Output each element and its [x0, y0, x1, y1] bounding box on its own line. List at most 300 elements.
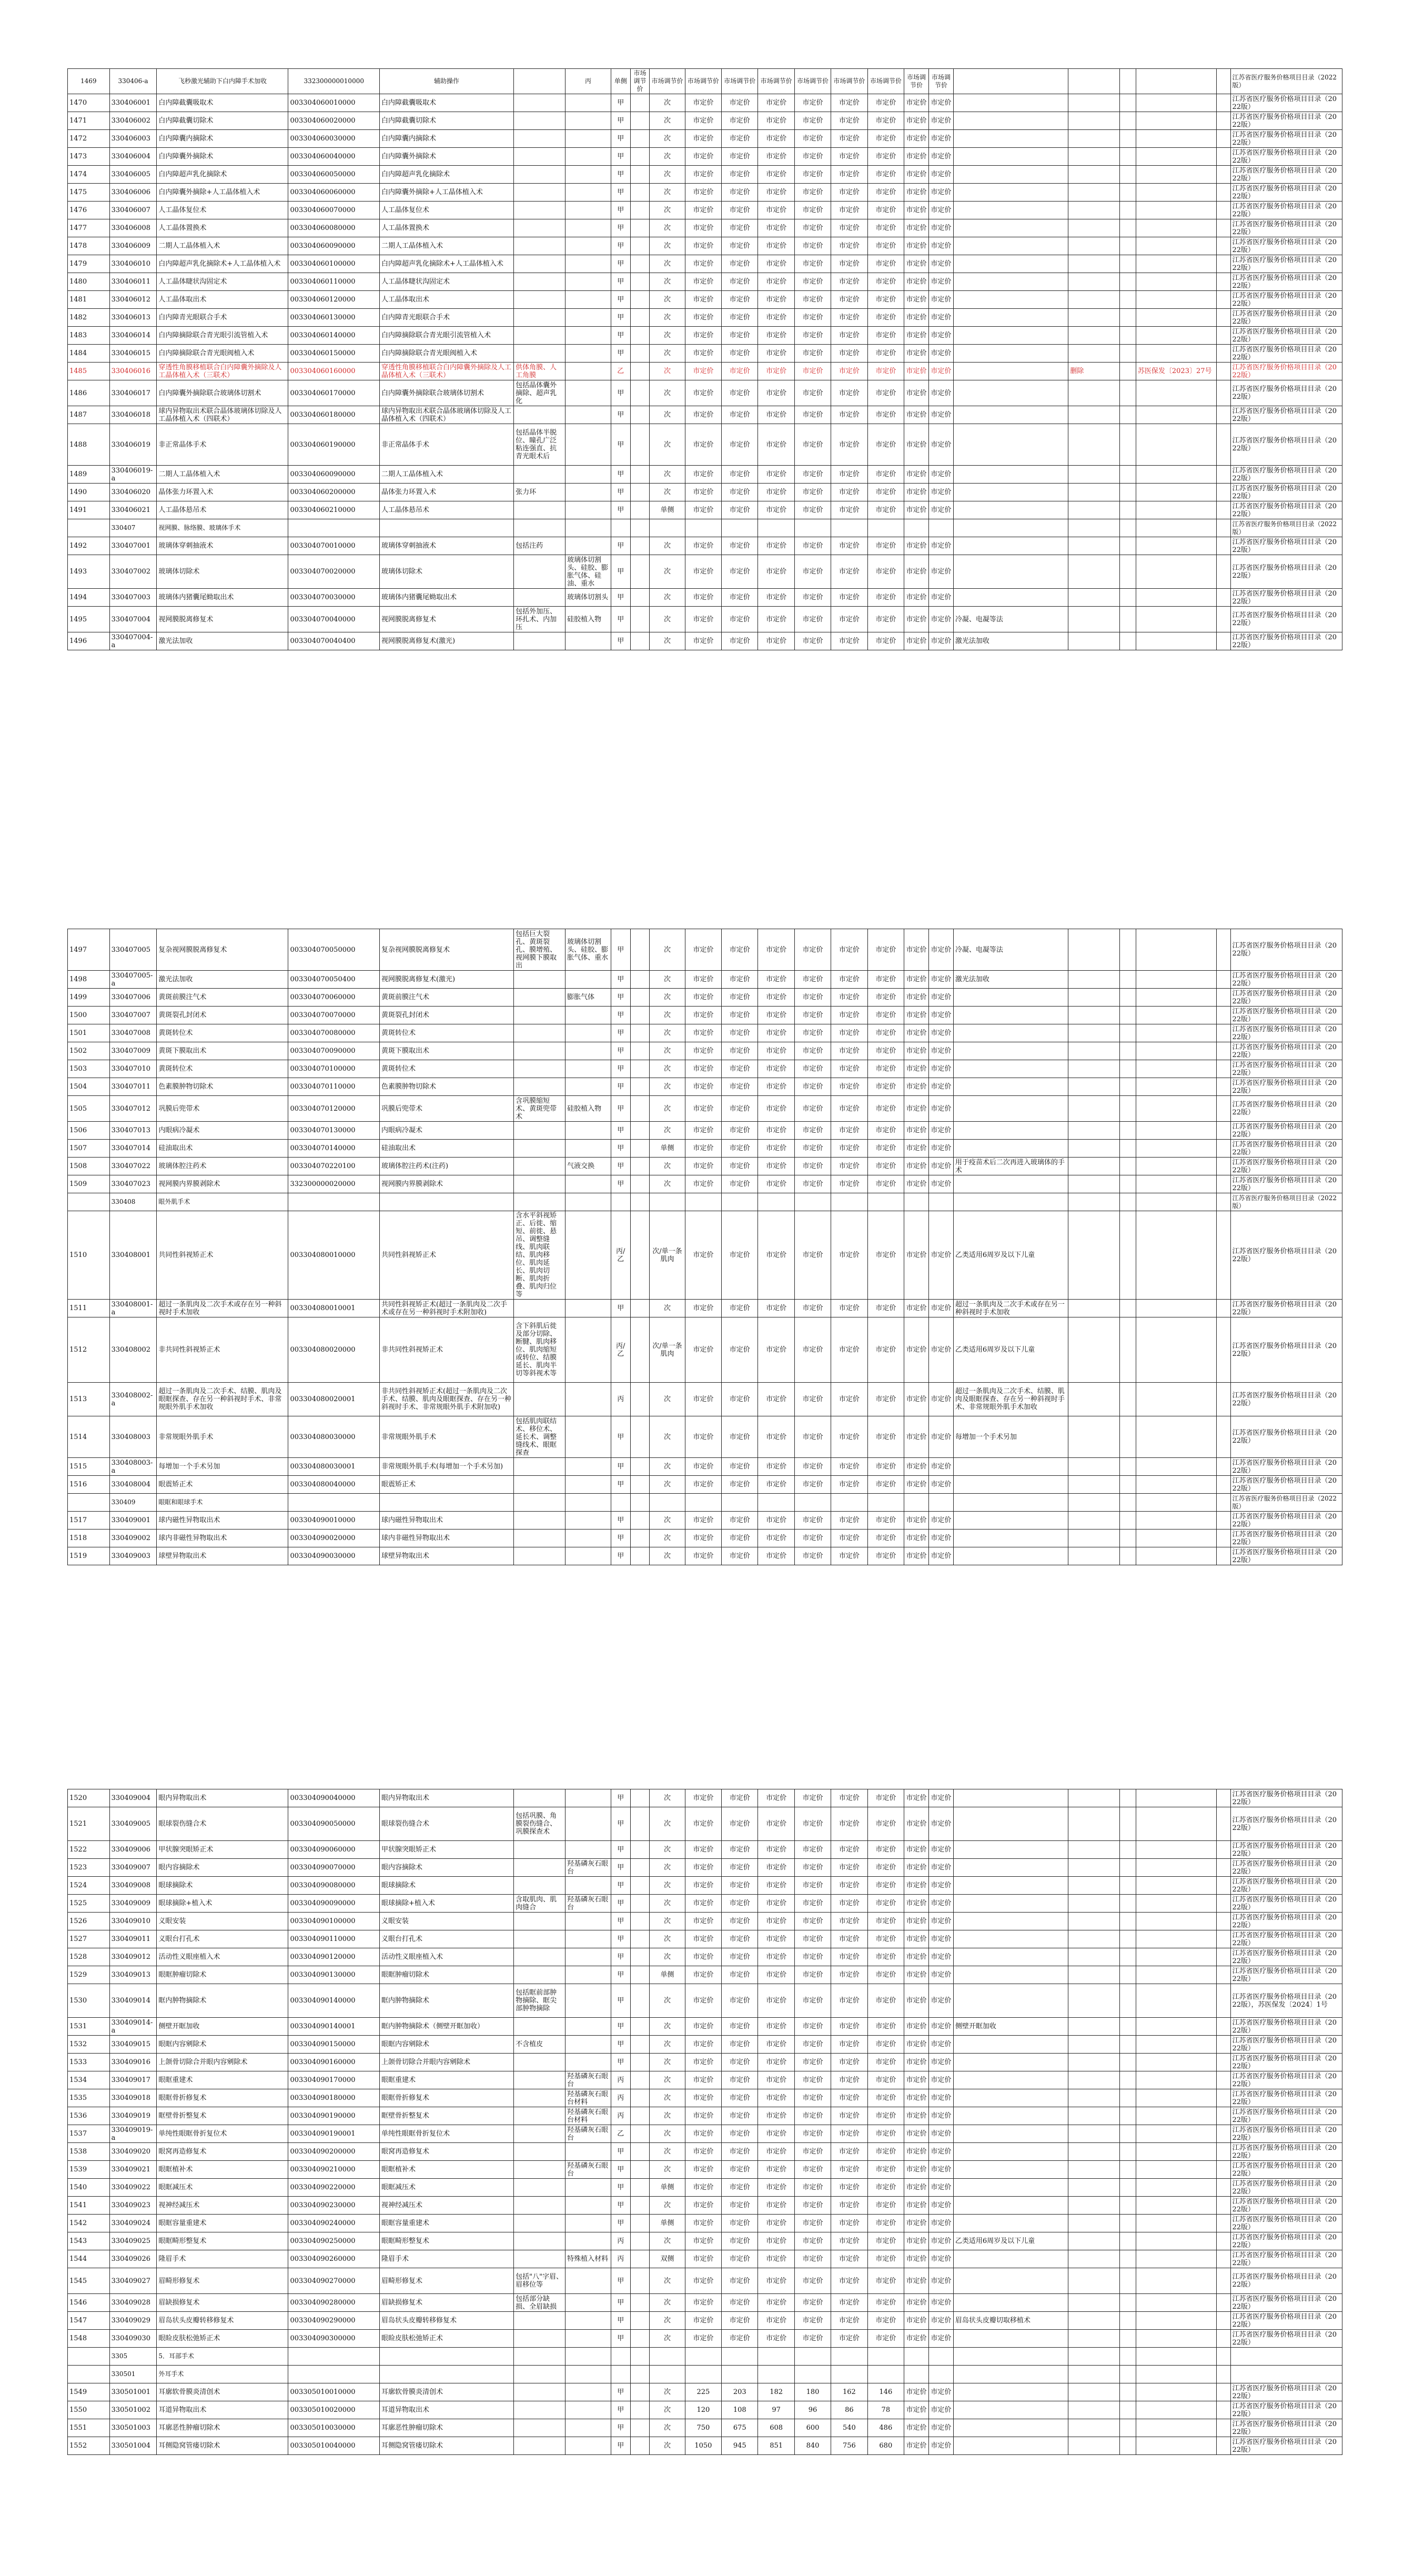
table-cell: 双侧: [650, 2250, 685, 2268]
table-cell: 市定价: [904, 1416, 929, 1458]
table-cell: 市定价: [722, 989, 758, 1007]
table-cell: 白内障囊外摘除术: [379, 148, 513, 166]
table-cell: 332300000020000: [288, 1175, 380, 1193]
table-cell: [630, 1476, 650, 1494]
table-cell: 次: [650, 1807, 685, 1841]
table-row: [68, 589, 1342, 607]
table-cell: 激光法加收: [157, 632, 288, 650]
table-cell: [953, 148, 1068, 166]
table-cell: 330409008: [109, 1877, 157, 1895]
table-cell: [1068, 1096, 1120, 1122]
table-cell: [1068, 309, 1120, 327]
table-cell: [1068, 2197, 1120, 2215]
table-cell: [1068, 1416, 1120, 1458]
table-cell: 市定价: [831, 501, 867, 519]
table-cell: [1136, 2401, 1216, 2419]
table-cell: 市定价: [758, 130, 794, 148]
table-cell: [1068, 424, 1120, 466]
table-cell: 江苏省医疗服务价格项目目录（2022版）: [1230, 1300, 1342, 1317]
table-cell: 乙类适用6周岁及以下儿童: [953, 1317, 1068, 1383]
table-cell: 市定价: [831, 1512, 867, 1530]
table-cell: 眉岛状头皮瓣转移修复术: [157, 2312, 288, 2330]
table-cell: 市定价: [928, 1175, 953, 1193]
table-cell: 1522: [68, 1841, 110, 1859]
table-cell: 市定价: [831, 291, 867, 309]
table-cell: [1068, 2268, 1120, 2294]
table-cell: 眼眶和眼球手术: [157, 1494, 288, 1512]
table-cell: 市定价: [685, 2143, 721, 2161]
table-cell: [953, 380, 1068, 406]
table-cell: [928, 519, 953, 537]
table-cell: 330406004: [109, 148, 157, 166]
table-cell: [1120, 2125, 1136, 2143]
table-cell: 白内障超声乳化摘除术+人工晶体植入术: [157, 255, 288, 273]
table-cell: 巩膜后兜带术: [157, 1096, 288, 1122]
table-cell: [1136, 255, 1216, 273]
table-cell: 市定价: [867, 219, 904, 237]
table-cell: 眉畸形修复术: [157, 2268, 288, 2294]
table-cell: [1136, 2312, 1216, 2330]
table-cell: 市定价: [867, 484, 904, 501]
table-cell: 330409003: [109, 1547, 157, 1565]
table-cell: [1068, 2383, 1120, 2401]
table-cell: 市定价: [867, 1877, 904, 1895]
table-cell: [953, 2348, 1068, 2366]
table-cell: 次: [650, 363, 685, 380]
table-cell: 丙: [611, 2232, 630, 2250]
table-cell: 江苏省医疗服务价格项目目录（2022版），苏医保发〔2024〕1号: [1230, 1984, 1342, 2018]
table-cell: 江苏省医疗服务价格项目目录（2022版）: [1230, 2125, 1342, 2143]
table-cell: 003304090170000: [288, 2071, 380, 2089]
table-cell: [1136, 1841, 1216, 1859]
table-cell: 甲: [611, 929, 630, 971]
table-cell: [1216, 519, 1230, 537]
table-cell: [514, 1060, 565, 1078]
table-cell: 市定价: [904, 166, 929, 184]
table-cell: 1511: [68, 1300, 110, 1317]
table-cell: 市定价: [722, 219, 758, 237]
table-row: [68, 2268, 1342, 2294]
table-cell: 市定价: [904, 1913, 929, 1930]
table-cell: [630, 1060, 650, 1078]
table-cell: 甲: [611, 1096, 630, 1122]
table-cell: 视网膜脱离修复术(激光): [379, 632, 513, 650]
table-cell: 甲: [611, 2179, 630, 2197]
table-cell: 市定价: [831, 1476, 867, 1494]
table-row: [68, 1789, 1342, 1807]
table-cell: 市定价: [794, 1807, 831, 1841]
table-cell: [1216, 2401, 1230, 2419]
table-cell: 穿透性角膜移植联合白内障囊外摘除及人工晶体植入术（三联术）: [157, 363, 288, 380]
table-cell: [1120, 2419, 1136, 2437]
table-cell: [1120, 1913, 1136, 1930]
table-cell: [630, 1930, 650, 1948]
table-cell: [565, 971, 611, 989]
table-cell: [1068, 345, 1120, 363]
table-cell: 市定价: [928, 971, 953, 989]
table-cell: [565, 291, 611, 309]
table-cell: 市定价: [831, 1895, 867, 1913]
table-cell: 330406018: [109, 406, 157, 424]
table-cell: 市定价: [722, 2107, 758, 2125]
table-cell: 市定价: [794, 1078, 831, 1096]
table-cell: 市定价: [794, 1948, 831, 1966]
table-cell: 1488: [68, 424, 110, 466]
table-cell: 市定价: [904, 345, 929, 363]
table-cell: 白内障超声乳化摘除术: [379, 166, 513, 184]
table-cell: [1120, 1140, 1136, 1158]
table-cell: 330408001-a: [109, 1300, 157, 1317]
table-cell: [514, 2250, 565, 2268]
table-cell: 市定价: [831, 219, 867, 237]
table-cell: 市定价: [685, 1948, 721, 1966]
table-cell: [514, 555, 565, 589]
table-row: [68, 406, 1342, 424]
table-cell: [630, 1841, 650, 1859]
table-cell: [379, 2348, 513, 2366]
table-cell: 市定价: [928, 466, 953, 484]
table-cell: 市定价: [685, 1458, 721, 1476]
table-cell: 市定价: [867, 1211, 904, 1300]
table-cell: 次: [650, 537, 685, 555]
table-cell: 市定价: [722, 2232, 758, 2250]
table-cell: 市定价: [794, 202, 831, 219]
table-cell: 白内障截囊切除术: [157, 112, 288, 130]
table-cell: [630, 2179, 650, 2197]
table-cell: 市定价: [867, 380, 904, 406]
table-cell: [1068, 327, 1120, 345]
table-cell: 市定价: [831, 1383, 867, 1416]
table-cell: 市定价: [904, 424, 929, 466]
table-cell: 330501: [109, 2366, 157, 2383]
table-cell: 市定价: [758, 1042, 794, 1060]
table-cell: [1136, 380, 1216, 406]
table-cell: 市定价: [794, 309, 831, 327]
table-cell: 二期人工晶体植入术: [379, 237, 513, 255]
table-cell: 市定价: [758, 1547, 794, 1565]
table-cell: 市定价: [758, 1530, 794, 1547]
table-cell: [953, 219, 1068, 237]
table-cell: 市定价: [758, 237, 794, 255]
table-cell: 共同性斜视矫正术: [157, 1211, 288, 1300]
table-cell: [565, 1024, 611, 1042]
table-cell: 330409: [109, 1494, 157, 1512]
table-cell: 330406013: [109, 309, 157, 327]
table-cell: 次: [650, 327, 685, 345]
table-cell: [514, 2161, 565, 2179]
table-cell: 003304090050000: [288, 1807, 380, 1841]
table-cell: [1120, 2437, 1136, 2455]
table-cell: 003304070110000: [288, 1078, 380, 1096]
table-cell: 市定价: [685, 929, 721, 971]
table-cell: [1120, 363, 1136, 380]
table-cell: 甲: [611, 1877, 630, 1895]
table-cell: 市定价: [722, 929, 758, 971]
table-cell: [1136, 1789, 1216, 1807]
table-cell: 甲: [611, 112, 630, 130]
table-cell: [1120, 989, 1136, 1007]
table-cell: [565, 537, 611, 555]
table-cell: 江苏省医疗服务价格项目目录（2022版）: [1230, 2268, 1342, 2294]
table-cell: [1216, 327, 1230, 345]
table-cell: 白内障囊外摘除联合玻璃体切割术: [379, 380, 513, 406]
table-cell: [953, 555, 1068, 589]
table-cell: [867, 1193, 904, 1211]
table-cell: [565, 2383, 611, 2401]
table-cell: 丙/乙: [611, 1317, 630, 1383]
table-cell: [565, 1930, 611, 1948]
table-cell: [1120, 2232, 1136, 2250]
table-cell: 市定价: [794, 327, 831, 345]
table-cell: [630, 2143, 650, 2161]
table-cell: 003304060110000: [288, 273, 380, 291]
table-cell: 市定价: [685, 1859, 721, 1877]
table-cell: 市定价: [758, 2330, 794, 2348]
table-cell: 眼内异物取出术: [157, 1789, 288, 1807]
table-cell: 市定价: [685, 2215, 721, 2232]
table-cell: [1120, 466, 1136, 484]
table-row: [68, 1416, 1342, 1458]
table-cell: [1068, 1859, 1120, 1877]
table-cell: [1216, 2294, 1230, 2312]
table-cell: [630, 1096, 650, 1122]
table-cell: 市定价: [831, 555, 867, 589]
table-cell: 市定价: [867, 2018, 904, 2036]
header-cell: 市场调节价: [794, 69, 831, 94]
table-cell: [514, 345, 565, 363]
table-cell: 330406015: [109, 345, 157, 363]
table-cell: [953, 1042, 1068, 1060]
table-cell: 1501: [68, 1024, 110, 1042]
table-cell: 羟基磷灰石眼台材料: [565, 2107, 611, 2125]
table-cell: [1216, 466, 1230, 484]
table-cell: 球内异物取出术联合晶体玻璃体切除及人工晶体植入术（四联术）: [379, 406, 513, 424]
table-cell: [1068, 1948, 1120, 1966]
table-cell: 003304080030001: [288, 1458, 380, 1476]
table-cell: 每增加一个手术另加: [157, 1458, 288, 1476]
table-cell: 市定价: [722, 148, 758, 166]
table-cell: 乙: [611, 2125, 630, 2143]
table-cell: 市定价: [867, 1042, 904, 1060]
table-cell: 白内障囊外摘除联合玻璃体切割术: [157, 380, 288, 406]
table-cell: 市定价: [722, 2250, 758, 2268]
table-cell: 1552: [68, 2437, 110, 2455]
table-cell: 市定价: [867, 1966, 904, 1984]
table-cell: 市定价: [904, 2268, 929, 2294]
table-cell: [1216, 309, 1230, 327]
table-cell: 市定价: [722, 1930, 758, 1948]
table-cell: 市定价: [758, 1476, 794, 1494]
table-cell: 市定价: [794, 484, 831, 501]
table-cell: [1216, 2348, 1230, 2366]
table-cell: [514, 2089, 565, 2107]
table-cell: 003304070130000: [288, 1122, 380, 1140]
table-cell: [1136, 2143, 1216, 2161]
table-cell: 甲: [611, 589, 630, 607]
table-cell: [565, 1966, 611, 1984]
table-cell: [514, 2232, 565, 2250]
table-cell: 市定价: [831, 1841, 867, 1859]
table-row: [68, 273, 1342, 291]
table-cell: 市定价: [758, 632, 794, 650]
table-cell: [1136, 273, 1216, 291]
table-cell: 眼内容摘除术: [157, 1859, 288, 1877]
table-cell: 市定价: [867, 1948, 904, 1966]
header-cell: 江苏省医疗服务价格项目目录（2022版）: [1230, 69, 1342, 94]
table-cell: [1216, 1078, 1230, 1096]
table-cell: 市定价: [867, 1383, 904, 1416]
table-cell: 330408002-a: [109, 1383, 157, 1416]
table-cell: 003304090100000: [288, 1913, 380, 1930]
table-cell: 003304090250000: [288, 2232, 380, 2250]
table-cell: 单纯性眼眶骨折复位术: [157, 2125, 288, 2143]
table-cell: 甲: [611, 1547, 630, 1565]
table-cell: [630, 1122, 650, 1140]
table-cell: 眼眶内容剜除术: [157, 2036, 288, 2054]
table-cell: [630, 2054, 650, 2071]
table-cell: 每增加一个手术另加: [953, 1416, 1068, 1458]
table-cell: 市定价: [928, 1530, 953, 1547]
table-cell: [1068, 607, 1120, 632]
table-cell: [1120, 2071, 1136, 2089]
table-cell: 市定价: [685, 1966, 721, 1984]
table-cell: 市定价: [685, 2036, 721, 2054]
table-row: [68, 2161, 1342, 2179]
table-cell: 非常规眼外肌手术: [379, 1416, 513, 1458]
table-cell: [953, 2071, 1068, 2089]
table-cell: 市定价: [867, 1078, 904, 1096]
table-cell: 次: [650, 2268, 685, 2294]
table-cell: 市定价: [758, 1060, 794, 1078]
document-page-3: [67, 1789, 1342, 2455]
table-cell: [953, 1024, 1068, 1042]
table-cell: 市定价: [867, 291, 904, 309]
table-cell: 市定价: [758, 555, 794, 589]
table-cell: 市定价: [685, 1122, 721, 1140]
table-cell: 次: [650, 1948, 685, 1966]
table-cell: 市定价: [928, 1317, 953, 1383]
table-cell: 眼眶减压术: [379, 2179, 513, 2197]
table-cell: 删除: [1068, 363, 1120, 380]
table-cell: 市定价: [722, 1547, 758, 1565]
table-cell: [1120, 1930, 1136, 1948]
table-cell: [630, 589, 650, 607]
table-cell: 市定价: [685, 291, 721, 309]
table-cell: 市定价: [685, 607, 721, 632]
table-cell: [1068, 1913, 1120, 1930]
table-cell: 江苏省医疗服务价格项目目录（2022版）: [1230, 1024, 1342, 1042]
table-cell: 市定价: [904, 1966, 929, 1984]
table-cell: [630, 2437, 650, 2455]
table-cell: 江苏省医疗服务价格项目目录（2022版）: [1230, 1948, 1342, 1966]
table-cell: 江苏省医疗服务价格项目目录（2022版）: [1230, 501, 1342, 519]
table-cell: 市定价: [904, 2232, 929, 2250]
table-cell: [565, 1122, 611, 1140]
table-cell: 次: [650, 1476, 685, 1494]
table-cell: 市定价: [758, 273, 794, 291]
table-cell: 市定价: [831, 1913, 867, 1930]
table-cell: [630, 345, 650, 363]
table-cell: 甲: [611, 184, 630, 202]
table-cell: [1216, 1193, 1230, 1211]
table-cell: 市定价: [758, 2071, 794, 2089]
table-cell: [1068, 1140, 1120, 1158]
table-cell: [565, 2437, 611, 2455]
table-cell: 1541: [68, 2197, 110, 2215]
table-cell: 1530: [68, 1984, 110, 2018]
table-cell: 市定价: [928, 94, 953, 112]
table-cell: [68, 519, 110, 537]
table-cell: 市定价: [904, 94, 929, 112]
table-cell: [928, 2366, 953, 2383]
table-cell: 视神经减压术: [157, 2197, 288, 2215]
table-cell: [953, 202, 1068, 219]
table-cell: [611, 1494, 630, 1512]
table-cell: 市定价: [867, 2312, 904, 2330]
table-cell: [1120, 2294, 1136, 2312]
table-cell: 市定价: [831, 632, 867, 650]
table-cell: 市定价: [831, 2054, 867, 2071]
table-cell: [1120, 2330, 1136, 2348]
table-cell: 次/单一条肌肉: [650, 1317, 685, 1383]
table-cell: [1120, 219, 1136, 237]
table-cell: 市定价: [758, 1140, 794, 1158]
table-cell: [514, 2071, 565, 2089]
table-row: [68, 1530, 1342, 1547]
table-cell: [1068, 1494, 1120, 1512]
table-cell: [565, 1948, 611, 1966]
table-cell: 市定价: [758, 2018, 794, 2036]
table-cell: [831, 2366, 867, 2383]
table-cell: [1120, 2143, 1136, 2161]
table-cell: 甲: [611, 1966, 630, 1984]
table-cell: 330409010: [109, 1913, 157, 1930]
table-cell: 市定价: [685, 1930, 721, 1948]
table-cell: 江苏省医疗服务价格项目目录（2022版）: [1230, 2107, 1342, 2125]
table-cell: 市定价: [722, 1024, 758, 1042]
table-cell: 次: [650, 202, 685, 219]
table-cell: [68, 1193, 110, 1211]
table-cell: 330407007: [109, 1007, 157, 1024]
table-cell: 市定价: [722, 1211, 758, 1300]
table-cell: 次: [650, 1383, 685, 1416]
table-cell: [1068, 1078, 1120, 1096]
table-cell: [1136, 2250, 1216, 2268]
table-cell: 白内障超声乳化摘除术+人工晶体植入术: [379, 255, 513, 273]
table-cell: 市定价: [904, 2312, 929, 2330]
table-cell: [565, 1140, 611, 1158]
table-cell: [953, 1913, 1068, 1930]
table-cell: [1068, 2401, 1120, 2419]
table-cell: 冷凝、电凝等法: [953, 929, 1068, 971]
table-cell: [1136, 2419, 1216, 2437]
table-cell: [1120, 1042, 1136, 1060]
table-cell: 眼外肌手术: [157, 1193, 288, 1211]
table-cell: 市定价: [831, 273, 867, 291]
table-cell: [565, 501, 611, 519]
table-cell: [514, 2107, 565, 2125]
table-cell: [1136, 424, 1216, 466]
table-cell: [1120, 484, 1136, 501]
table-cell: [1068, 2215, 1120, 2232]
table-row: [68, 1913, 1342, 1930]
table-row: [68, 363, 1342, 380]
table-cell: [288, 2366, 380, 2383]
table-cell: [514, 255, 565, 273]
table-cell: 市定价: [794, 166, 831, 184]
table-cell: [1120, 184, 1136, 202]
table-cell: [1068, 219, 1120, 237]
